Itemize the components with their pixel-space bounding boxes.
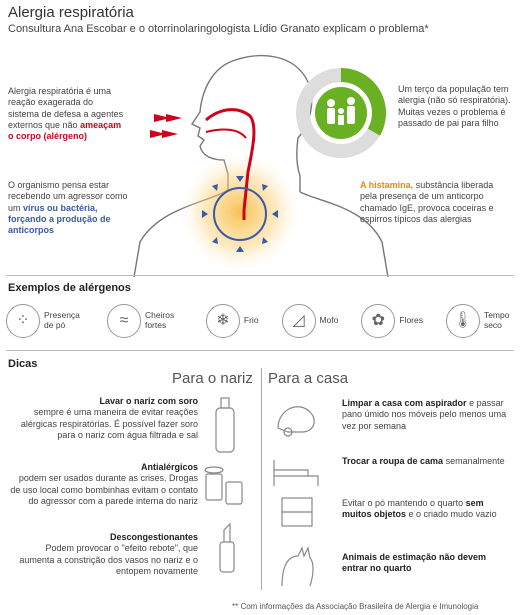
page-title: Alergia respiratória [8,4,134,21]
nose-heading: Para o nariz [172,370,253,387]
allergen-mold: ◿ Mofo [282,304,339,338]
saline-bottle-icon [216,408,234,452]
flower-icon: ✿ [361,304,395,338]
divider [6,275,514,276]
vacuum-icon [278,407,314,432]
divider [6,350,514,351]
allergen-dust: ⁘ Presença de pó [6,304,84,338]
bed-icon [274,460,318,486]
allergen-dry-weather: 🌡 Tempo seco [446,304,514,338]
column-divider [261,368,262,590]
footer-source: ** Com informações da Associação Brasileira de Alergia e Imunologia [232,602,479,611]
mold-icon: ◿ [282,304,316,338]
callout-histamine: A histamina, substância liberada pela presença de um anticorpo chamado IgE, provoca coceiras e espirros típicos das alergias [360,180,494,224]
page-subtitle: Consultura Ana Escobar e o otorrinolaringologista Lídio Granato explicam o problema* [8,23,429,35]
nasal-spray-icon [220,542,234,572]
snowflake-icon: ❄ [206,304,240,338]
callout-allergy-definition: Alergia respiratória é uma reação exagerada do sistema de defesa a agentes externos que não ameaçam o corpo (alérgeno) [8,86,124,141]
allergens-heading: Exemplos de alérgenos [8,282,131,294]
allergen-smell: ≈ Cheiros fortes [107,304,183,338]
cat-icon [282,548,313,586]
tip-nose-antiallergic: Antialérgicos podem ser usados durante as crises. Drogas de uso local como bombinhas evitam o contato do agressor com a parede interna do nariz [10,462,198,506]
nose-tips-illustration [200,392,256,592]
tip-home-bedding: Trocar a roupa de cama semanalmente [342,456,505,466]
allergen-flowers: ✿ Flores [361,304,423,338]
pill-bottle-icon [206,474,222,500]
tip-nose-saline: Lavar o nariz com soro sempre é uma maneira de evitar reações alérgicas respiratórias. É possível fazer soro para o nariz com água filtrada e sal [20,396,198,440]
allergen-cold: ❄ Frio [206,304,259,338]
tip-home-vacuum: Limpar a casa com aspirador e passar pano úmido nos móveis pelo menos uma vez por semana [342,398,507,431]
allergens-row [6,304,514,338]
thermometer-icon: 🌡 [446,304,480,338]
home-tips-illustration [268,390,332,590]
one-third-donut [293,65,389,161]
dust-icon: ⁘ [6,304,40,338]
smell-icon: ≈ [107,304,141,338]
callout-immune-response: O organismo pensa estar recebendo um agressor como um vírus ou bactéria, forçando a produção de anticorpos [8,180,128,235]
callout-one-third: Um terço da população tem alergia (não só respiratória). Muitas vezes o problema é passado de pai para filho [398,84,511,128]
tip-nose-decongestant: Descongestionantes Podem provocar o "efeito rebote", que aumenta a constrição dos vasos no nariz e o entopem novamente [19,532,198,576]
tip-home-dust: Evitar o pó mantendo o quarto sem muitos objetos e o criado mudo vazio [342,498,497,520]
tips-heading: Dicas [8,358,38,370]
tip-home-pets: Animais de estimação não devem entrar no quarto [342,552,487,574]
home-heading: Para a casa [268,370,349,387]
